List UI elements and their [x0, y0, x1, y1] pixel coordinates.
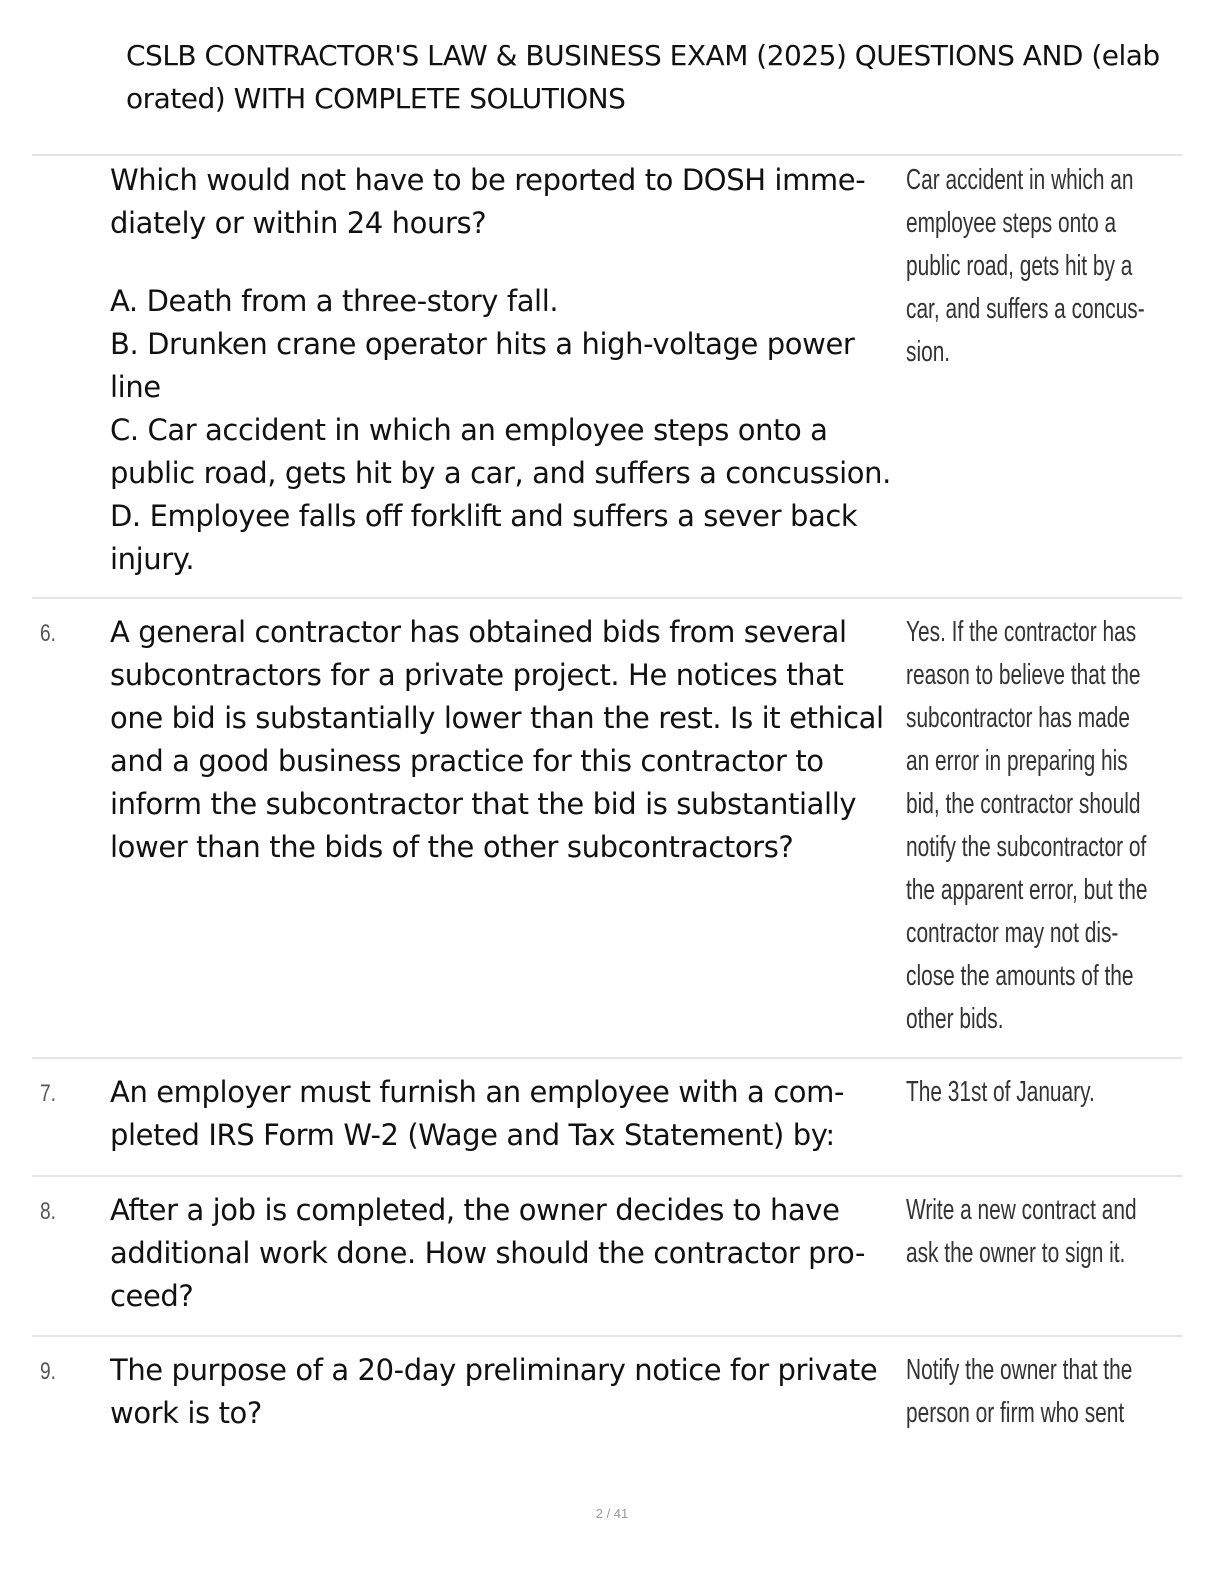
question-line: and a good business practice for this contractor to	[110, 744, 824, 778]
question-line: A general contractor has obtained bids from several	[110, 615, 847, 649]
row-divider	[32, 154, 1182, 156]
answer-line: car, and suffers a concus-	[906, 293, 1145, 325]
option-line: line	[110, 370, 161, 404]
answer-line: person or firm who sent	[906, 1397, 1125, 1429]
question-line: An employer must furnish an employee with a com-	[110, 1075, 845, 1109]
answer-text	[906, 611, 1147, 1041]
option-line: C. Car accident in which an employee steps onto a	[110, 413, 828, 447]
answer-line: Yes. If the contractor has	[906, 616, 1137, 648]
answer-line: employee steps onto a	[906, 207, 1117, 239]
question-text	[110, 1349, 877, 1435]
question-number: 9.	[40, 1358, 57, 1385]
row-divider	[32, 1057, 1182, 1059]
question-line: ceed?	[110, 1279, 194, 1313]
answer-line: Car accident in which an	[906, 164, 1134, 196]
answer-line: close the amounts of the	[906, 960, 1134, 992]
answer-line: subcontractor has made	[906, 702, 1131, 734]
page-indicator: 2 / 41	[595, 1506, 629, 1521]
answer-text	[906, 159, 1145, 374]
answer-line: public road, gets hit by a	[906, 250, 1133, 282]
answer-line: ask the owner to sign it.	[906, 1237, 1126, 1269]
question-line: The purpose of a 20-day preliminary notice for private	[110, 1353, 878, 1387]
question-number: 7.	[40, 1080, 57, 1107]
question-line: lower than the bids of the other subcontractors?	[110, 830, 794, 864]
question-number: 6.	[40, 620, 57, 647]
answer-text	[906, 1071, 1095, 1114]
answer-line: other bids.	[906, 1003, 1004, 1035]
document-title-line-1: CSLB CONTRACTOR'S LAW & BUSINESS EXAM (2025) QUESTIONS AND (elab	[126, 39, 1160, 72]
option-line: B. Drunken crane operator hits a high-voltage power	[110, 327, 855, 361]
answer-line: contractor may not dis-	[906, 917, 1119, 949]
document-title-line-2: orated) WITH COMPLETE SOLUTIONS	[126, 82, 626, 115]
row-divider	[32, 1335, 1182, 1337]
option-line: A. Death from a three-story fall.	[110, 284, 559, 318]
question-text	[110, 1189, 865, 1318]
question-text	[110, 611, 884, 869]
question-line: inform the subcontractor that the bid is substantially	[110, 787, 857, 821]
question-line: subcontractors for a private project. He notices that	[110, 658, 844, 692]
answer-line: the apparent error, but the	[906, 874, 1148, 906]
answer-line: bid, the contractor should	[906, 788, 1141, 820]
question-line: work is to?	[110, 1396, 262, 1430]
question-number: 8.	[40, 1198, 57, 1225]
answer-line: reason to believe that the	[906, 659, 1141, 691]
answer-line: Notify the owner that the	[906, 1354, 1133, 1386]
answer-text	[906, 1349, 1132, 1435]
answer-line: sion.	[906, 336, 951, 368]
question-line: one bid is substantially lower than the rest. Is it ethical	[110, 701, 884, 735]
option-line: injury.	[110, 542, 195, 576]
question-line: After a job is completed, the owner decides to have	[110, 1193, 840, 1227]
question-line: additional work done. How should the contractor pro-	[110, 1236, 866, 1270]
question-text	[110, 159, 891, 581]
question-line: diately or within 24 hours?	[110, 206, 487, 240]
option-line: public road, gets hit by a car, and suffers a concussion.	[110, 456, 891, 490]
row-divider	[32, 1175, 1182, 1177]
answer-line: Write a new contract and	[906, 1194, 1137, 1226]
document-title	[126, 34, 1224, 120]
row-divider	[32, 597, 1182, 599]
question-line: pleted IRS Form W-2 (Wage and Tax Statement) by:	[110, 1118, 835, 1152]
question-line: Which would not have to be reported to DOSH imme-	[110, 163, 866, 197]
question-text	[110, 1071, 844, 1157]
answer-line: The 31st of January.	[906, 1076, 1095, 1108]
answer-line: notify the subcontractor of	[906, 831, 1147, 863]
answer-line: an error in preparing his	[906, 745, 1128, 777]
answer-text	[906, 1189, 1137, 1275]
option-line: D. Employee falls off forklift and suffers a sever back	[110, 499, 858, 533]
